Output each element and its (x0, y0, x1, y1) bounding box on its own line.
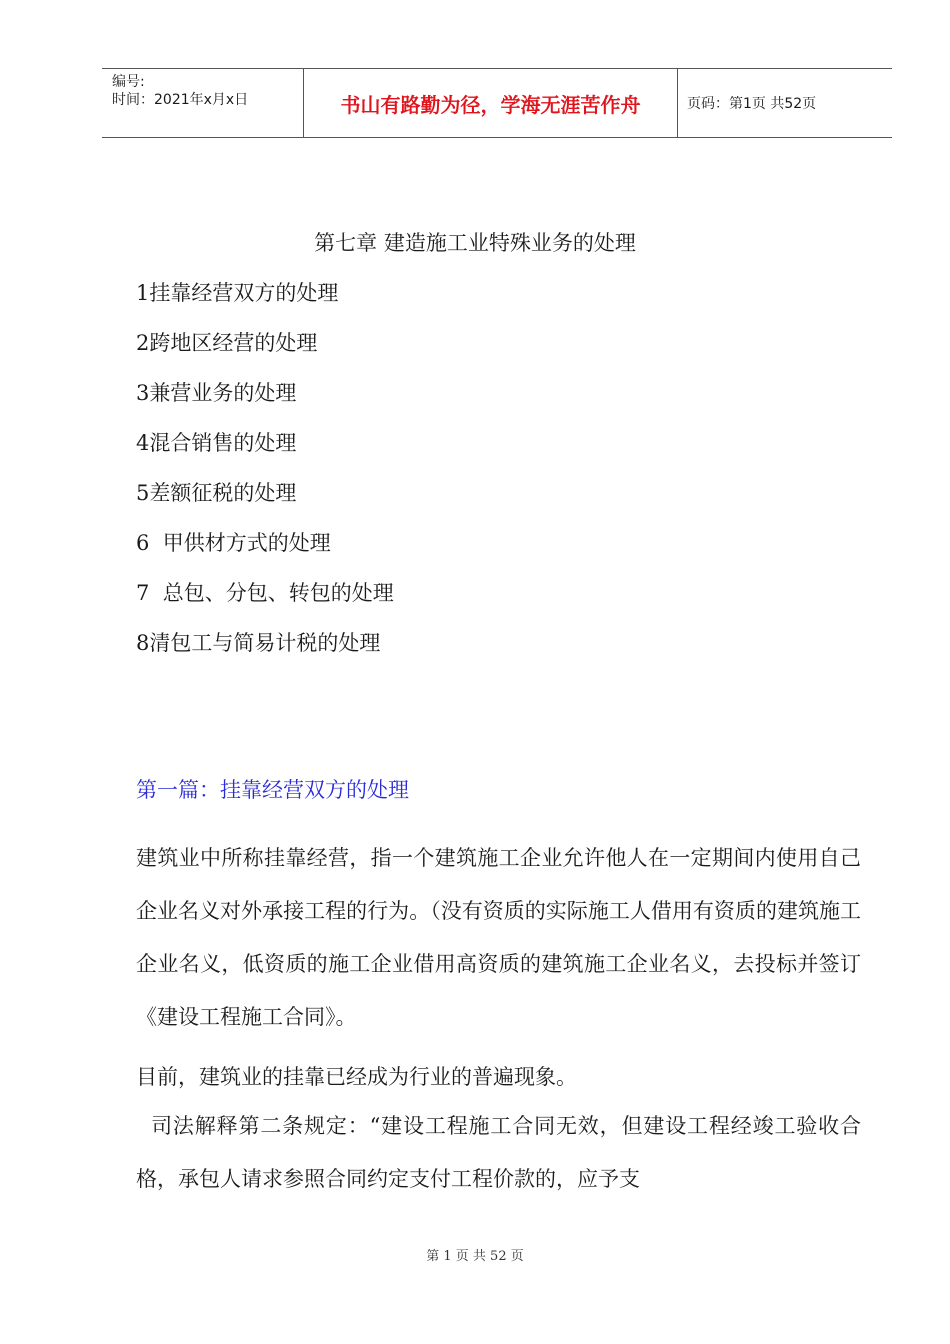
toc-item: 4混合销售的处理 (136, 431, 297, 455)
table-of-contents (136, 279, 394, 679)
header-meta (102, 69, 302, 137)
header-motto: 书山有路勤为径，学海无涯苦作舟 (303, 69, 678, 137)
toc-item: 3兼营业务的处理 (136, 381, 297, 405)
toc-item: 5差额征税的处理 (136, 481, 297, 505)
toc-item: 1挂靠经营双方的处理 (136, 281, 339, 305)
serial-label: 编号: (112, 74, 145, 90)
toc-item: 2跨地区经营的处理 (136, 331, 318, 355)
page-header (102, 68, 892, 138)
toc-item: 6 甲供材方式的处理 (136, 531, 331, 555)
chapter-title: 第七章 建造施工业特殊业务的处理 (314, 231, 636, 255)
toc-item: 8清包工与简易计税的处理 (136, 631, 381, 655)
section-heading: 第一篇：挂靠经营双方的处理 (136, 778, 409, 802)
body-paragraph: 建筑业中所称挂靠经营，指一个建筑施工企业允许他人在一定期间内使用自己企业名义对外承接工程的行为。（没有资质的实际施工人借用有资质的建筑施工企业名义，低资质的施工企业借用高资质的建筑施工企业名义，去投标并签订《建设工程施工合同》。 (136, 846, 861, 1029)
time-label: 时间：2021年x月x日 (112, 92, 249, 108)
toc-item: 7 总包、分包、转包的处理 (136, 581, 394, 605)
body-paragraph: 司法解释第二条规定：“建设工程施工合同无效，但建设工程经竣工验收合格，承包人请求参照合同约定支付工程价款的，应予支 (136, 1114, 862, 1191)
page-footer: 第 1 页 共 52 页 (426, 1249, 524, 1264)
body-paragraph: 目前，建筑业的挂靠已经成为行业的普遍现象。 (136, 1065, 577, 1089)
header-page-info: 页码：第1页 共52页 (687, 96, 817, 112)
